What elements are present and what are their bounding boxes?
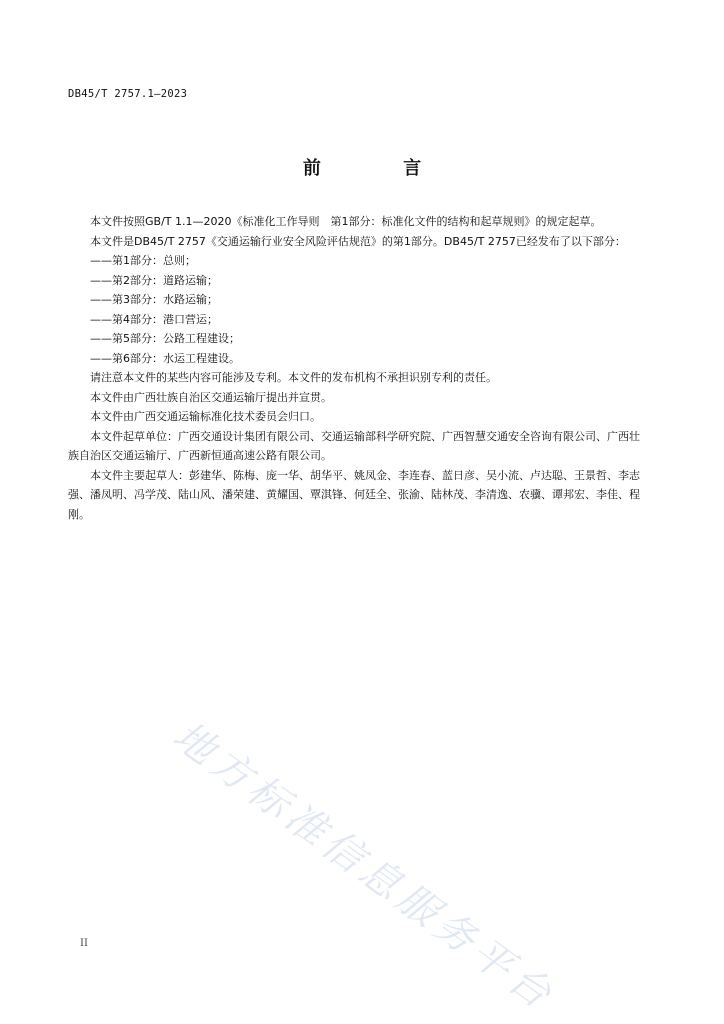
list-item: ——第3部分：水路运输； bbox=[90, 293, 218, 306]
page-title: 前 言 bbox=[302, 158, 460, 179]
paragraph-drafting-rules: 本文件按照GB/T 1.1—2020《标准化工作导则 第1部分：标准化文件的结构和起草规则》的规定起草。 bbox=[90, 215, 602, 228]
list-item: ——第2部分：道路运输； bbox=[90, 273, 218, 287]
paragraph-series-intro: 本文件是DB45/T 2757《交通运输行业安全风险评估规范》的第1部分。DB45/T 2757已经发布了以下部分： bbox=[90, 234, 626, 248]
paragraph-drafters: 本文件主要起草人：彭建华、陈梅、庞一华、胡华平、姚凤金、李连春、蓝日彦、吴小流、卢达聪、王景哲、李志强、潘凤明、冯学茂、陆山风、潘荣建、黄耀国、覃淇锋、何廷全、张渝、陆林茂、李清逸、农骥、谭邦宏、李佳、程刚。 bbox=[68, 468, 640, 521]
page-number: II bbox=[80, 938, 88, 949]
list-item: ——第4部分：港口营运； bbox=[90, 312, 218, 326]
paragraph-committee: 本文件由广西交通运输标准化技术委员会归口。 bbox=[90, 410, 321, 423]
foreword-body bbox=[68, 212, 640, 524]
paragraph-drafting-units: 本文件起草单位：广西交通设计集团有限公司、交通运输部科学研究院、广西智慧交通安全咨询有限公司、广西壮族自治区交通运输厅、广西新恒通高速公路有限公司。 bbox=[68, 429, 640, 462]
paragraph-proposer: 本文件由广西壮族自治区交通运输厅提出并宣贯。 bbox=[90, 390, 332, 404]
list-item: ——第6部分：水运工程建设。 bbox=[90, 351, 240, 365]
watermark: 地方标准信息服务平台 bbox=[164, 712, 564, 1021]
standard-code: DB45/T 2757.1—2023 bbox=[68, 88, 188, 100]
list-item: ——第1部分：总则； bbox=[90, 254, 196, 267]
list-item: ——第5部分：公路工程建设； bbox=[90, 332, 240, 345]
paragraph-patent-notice: 请注意本文件的某些内容可能涉及专利。本文件的发布机构不承担识别专利的责任。 bbox=[90, 371, 497, 384]
